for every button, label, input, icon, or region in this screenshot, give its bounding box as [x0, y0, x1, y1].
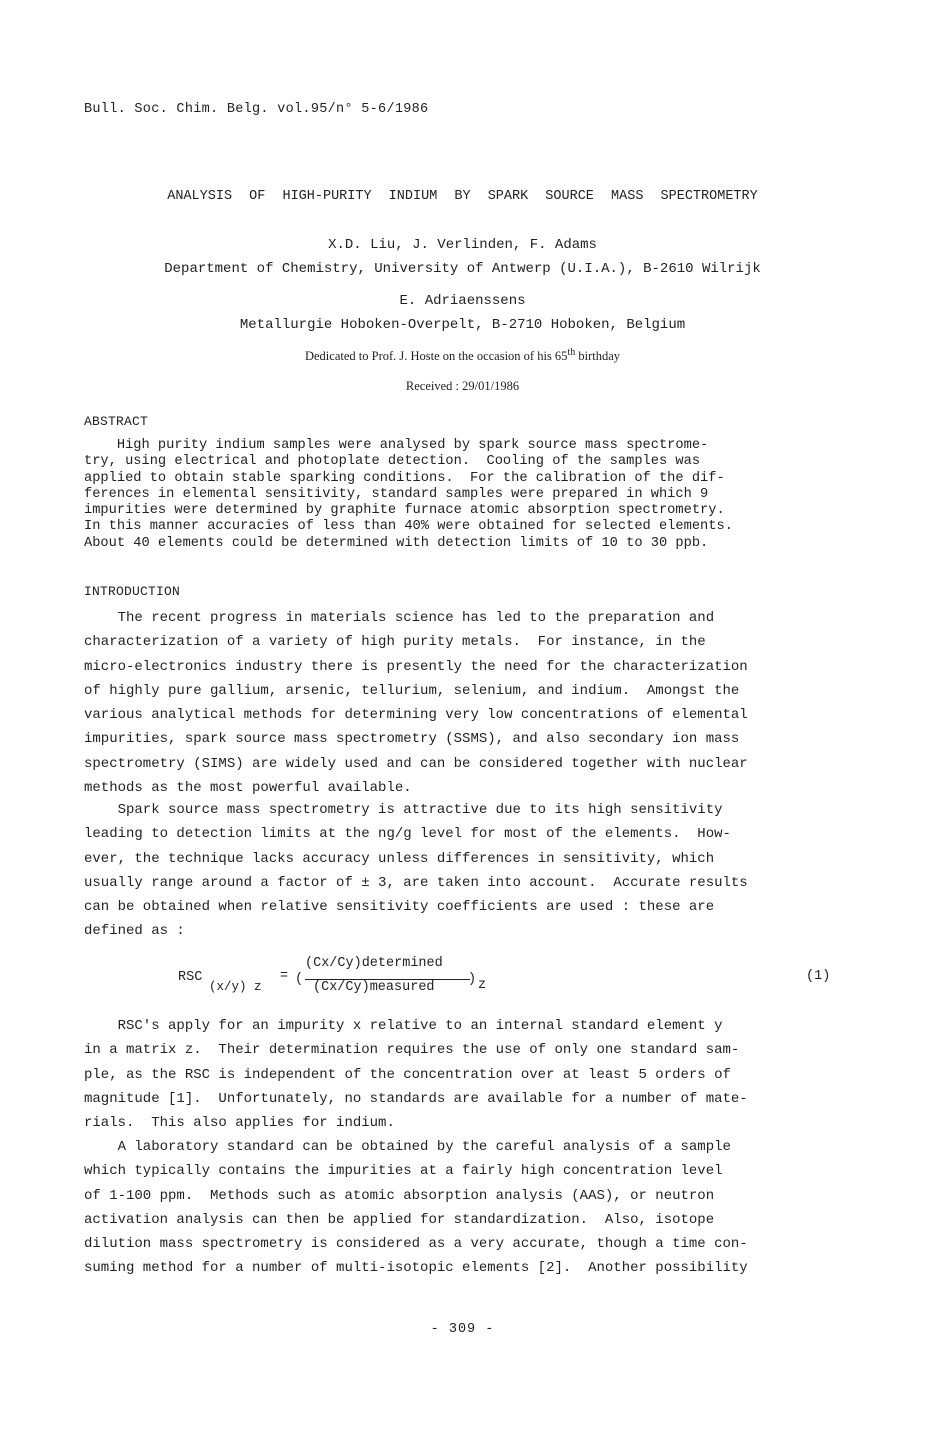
- affiliation-1: Department of Chemistry, University of Antwerp (U.I.A.), B-2610 Wilrijk: [164, 261, 761, 277]
- abstract-line: About 40 elements could be determined with detection limits of 10 to 30 ppb.: [84, 535, 709, 551]
- text-line: of highly pure gallium, arsenic, tellurium, selenium, and indium. Amongst the: [84, 682, 740, 699]
- journal-citation: Bull. Soc. Chim. Belg. vol.95/n° 5-6/1986: [84, 102, 429, 117]
- abstract-line: High purity indium samples were analysed by spark source mass spectrome-: [84, 438, 709, 453]
- text-line: RSC's apply for an impurity x relative to an internal standard element y: [84, 1018, 723, 1034]
- text-line: in a matrix z. Their determination requires the use of only one standard sam-: [84, 1042, 740, 1059]
- intro-paragraph-1: [84, 606, 844, 800]
- text-line: various analytical methods for determining very low concentrations of elemental: [84, 707, 748, 724]
- text-line: micro-electronics industry there is presently the need for the characterization: [84, 658, 748, 675]
- abstract-line: impurities were determined by graphite furnace atomic absorption spectrometry.: [84, 503, 725, 519]
- page-number: - 309 -: [430, 1322, 495, 1337]
- text-line: methods as the most powerful available.: [84, 780, 412, 797]
- text-line: leading to detection limits at the ng/g level for most of the elements. How-: [84, 826, 731, 843]
- introduction-heading: INTRODUCTION: [84, 584, 181, 599]
- equation-open-paren: (: [295, 972, 304, 987]
- equation-lhs: RSC: [178, 970, 203, 985]
- intro-paragraph-2: [84, 798, 844, 944]
- author-second: E. Adriaenssens: [399, 293, 526, 309]
- text-line: of 1-100 ppm. Methods such as atomic absorption analysis (AAS), or neutron: [84, 1187, 715, 1204]
- text-line: characterization of a variety of high purity metals. For instance, in the: [84, 634, 706, 651]
- abstract-heading: ABSTRACT: [84, 414, 149, 429]
- intro-paragraph-3: [84, 1014, 844, 1135]
- equation-denominator: (Cx/Cy)measured: [313, 980, 435, 995]
- equation-subscript-z: z: [478, 978, 487, 993]
- equation-rsc: [178, 952, 838, 1008]
- text-line: spectrometry (SIMS) are widely used and can be considered together with nuclear: [84, 755, 748, 772]
- text-line: impurities, spark source mass spectrometry (SSMS), and also secondary ion mass: [84, 731, 740, 748]
- abstract-line: In this manner accuracies of less than 40% were obtained for selected elements.: [84, 519, 733, 535]
- abstract-body: [84, 438, 844, 552]
- text-line: A laboratory standard can be obtained by the careful analysis of a sample: [84, 1139, 731, 1155]
- abstract-line: ferences in elemental sensitivity, standard samples were prepared in which 9: [84, 486, 709, 502]
- dedication: [0, 347, 925, 364]
- intro-paragraph-4: [84, 1135, 844, 1281]
- abstract-line: try, using electrical and photoplate detection. Cooling of the samples was: [84, 454, 701, 470]
- affiliation-2: Metallurgie Hoboken-Overpelt, B-2710 Hoboken, Belgium: [239, 317, 686, 333]
- text-line: The recent progress in materials science has led to the preparation and: [84, 610, 715, 626]
- text-line: activation analysis can then be applied for standardization. Also, isotope: [84, 1211, 715, 1228]
- equation-lhs-subscript: (x/y) z: [209, 980, 262, 994]
- text-line: usually range around a factor of ± 3, are taken into account. Accurate results: [84, 874, 748, 891]
- text-line: magnitude [1]. Unfortunately, no standards are available for a number of mate-: [84, 1090, 748, 1107]
- dedication-tail: birthday: [575, 349, 621, 364]
- text-line: defined as :: [84, 923, 185, 940]
- text-line: ple, as the RSC is independent of the concentration over at least 5 orders of: [84, 1066, 731, 1083]
- paper-title: ANALYSIS OF HIGH-PURITY INDIUM BY SPARK SOURCE MASS SPECTROMETRY: [167, 189, 758, 204]
- text-line: can be obtained when relative sensitivity coefficients are used : these are: [84, 899, 715, 916]
- text-line: suming method for a number of multi-isotopic elements [2]. Another possibility: [84, 1260, 748, 1277]
- text-line: rials. This also applies for indium.: [84, 1115, 395, 1132]
- received-date: Received : 29/01/1986: [405, 379, 520, 393]
- dedication-text: Dedicated to Prof. J. Hoste on the occasion of his 65: [304, 349, 568, 364]
- author-list: X.D. Liu, J. Verlinden, F. Adams: [328, 237, 597, 253]
- equation-number: (1): [806, 969, 831, 984]
- text-line: dilution mass spectrometry is considered as a very accurate, though a time con-: [84, 1236, 748, 1253]
- dedication-sup: th: [567, 347, 576, 358]
- equation-equals: =: [280, 969, 289, 984]
- equation-numerator: (Cx/Cy)determined: [305, 956, 443, 971]
- abstract-line: applied to obtain stable sparking conditions. For the calibration of the dif-: [84, 470, 725, 486]
- equation-close-paren: ): [468, 972, 477, 987]
- text-line: Spark source mass spectrometry is attractive due to its high sensitivity: [84, 802, 723, 818]
- text-line: which typically contains the impurities at a fairly high concentration level: [84, 1163, 723, 1180]
- text-line: ever, the technique lacks accuracy unless differences in sensitivity, which: [84, 850, 715, 867]
